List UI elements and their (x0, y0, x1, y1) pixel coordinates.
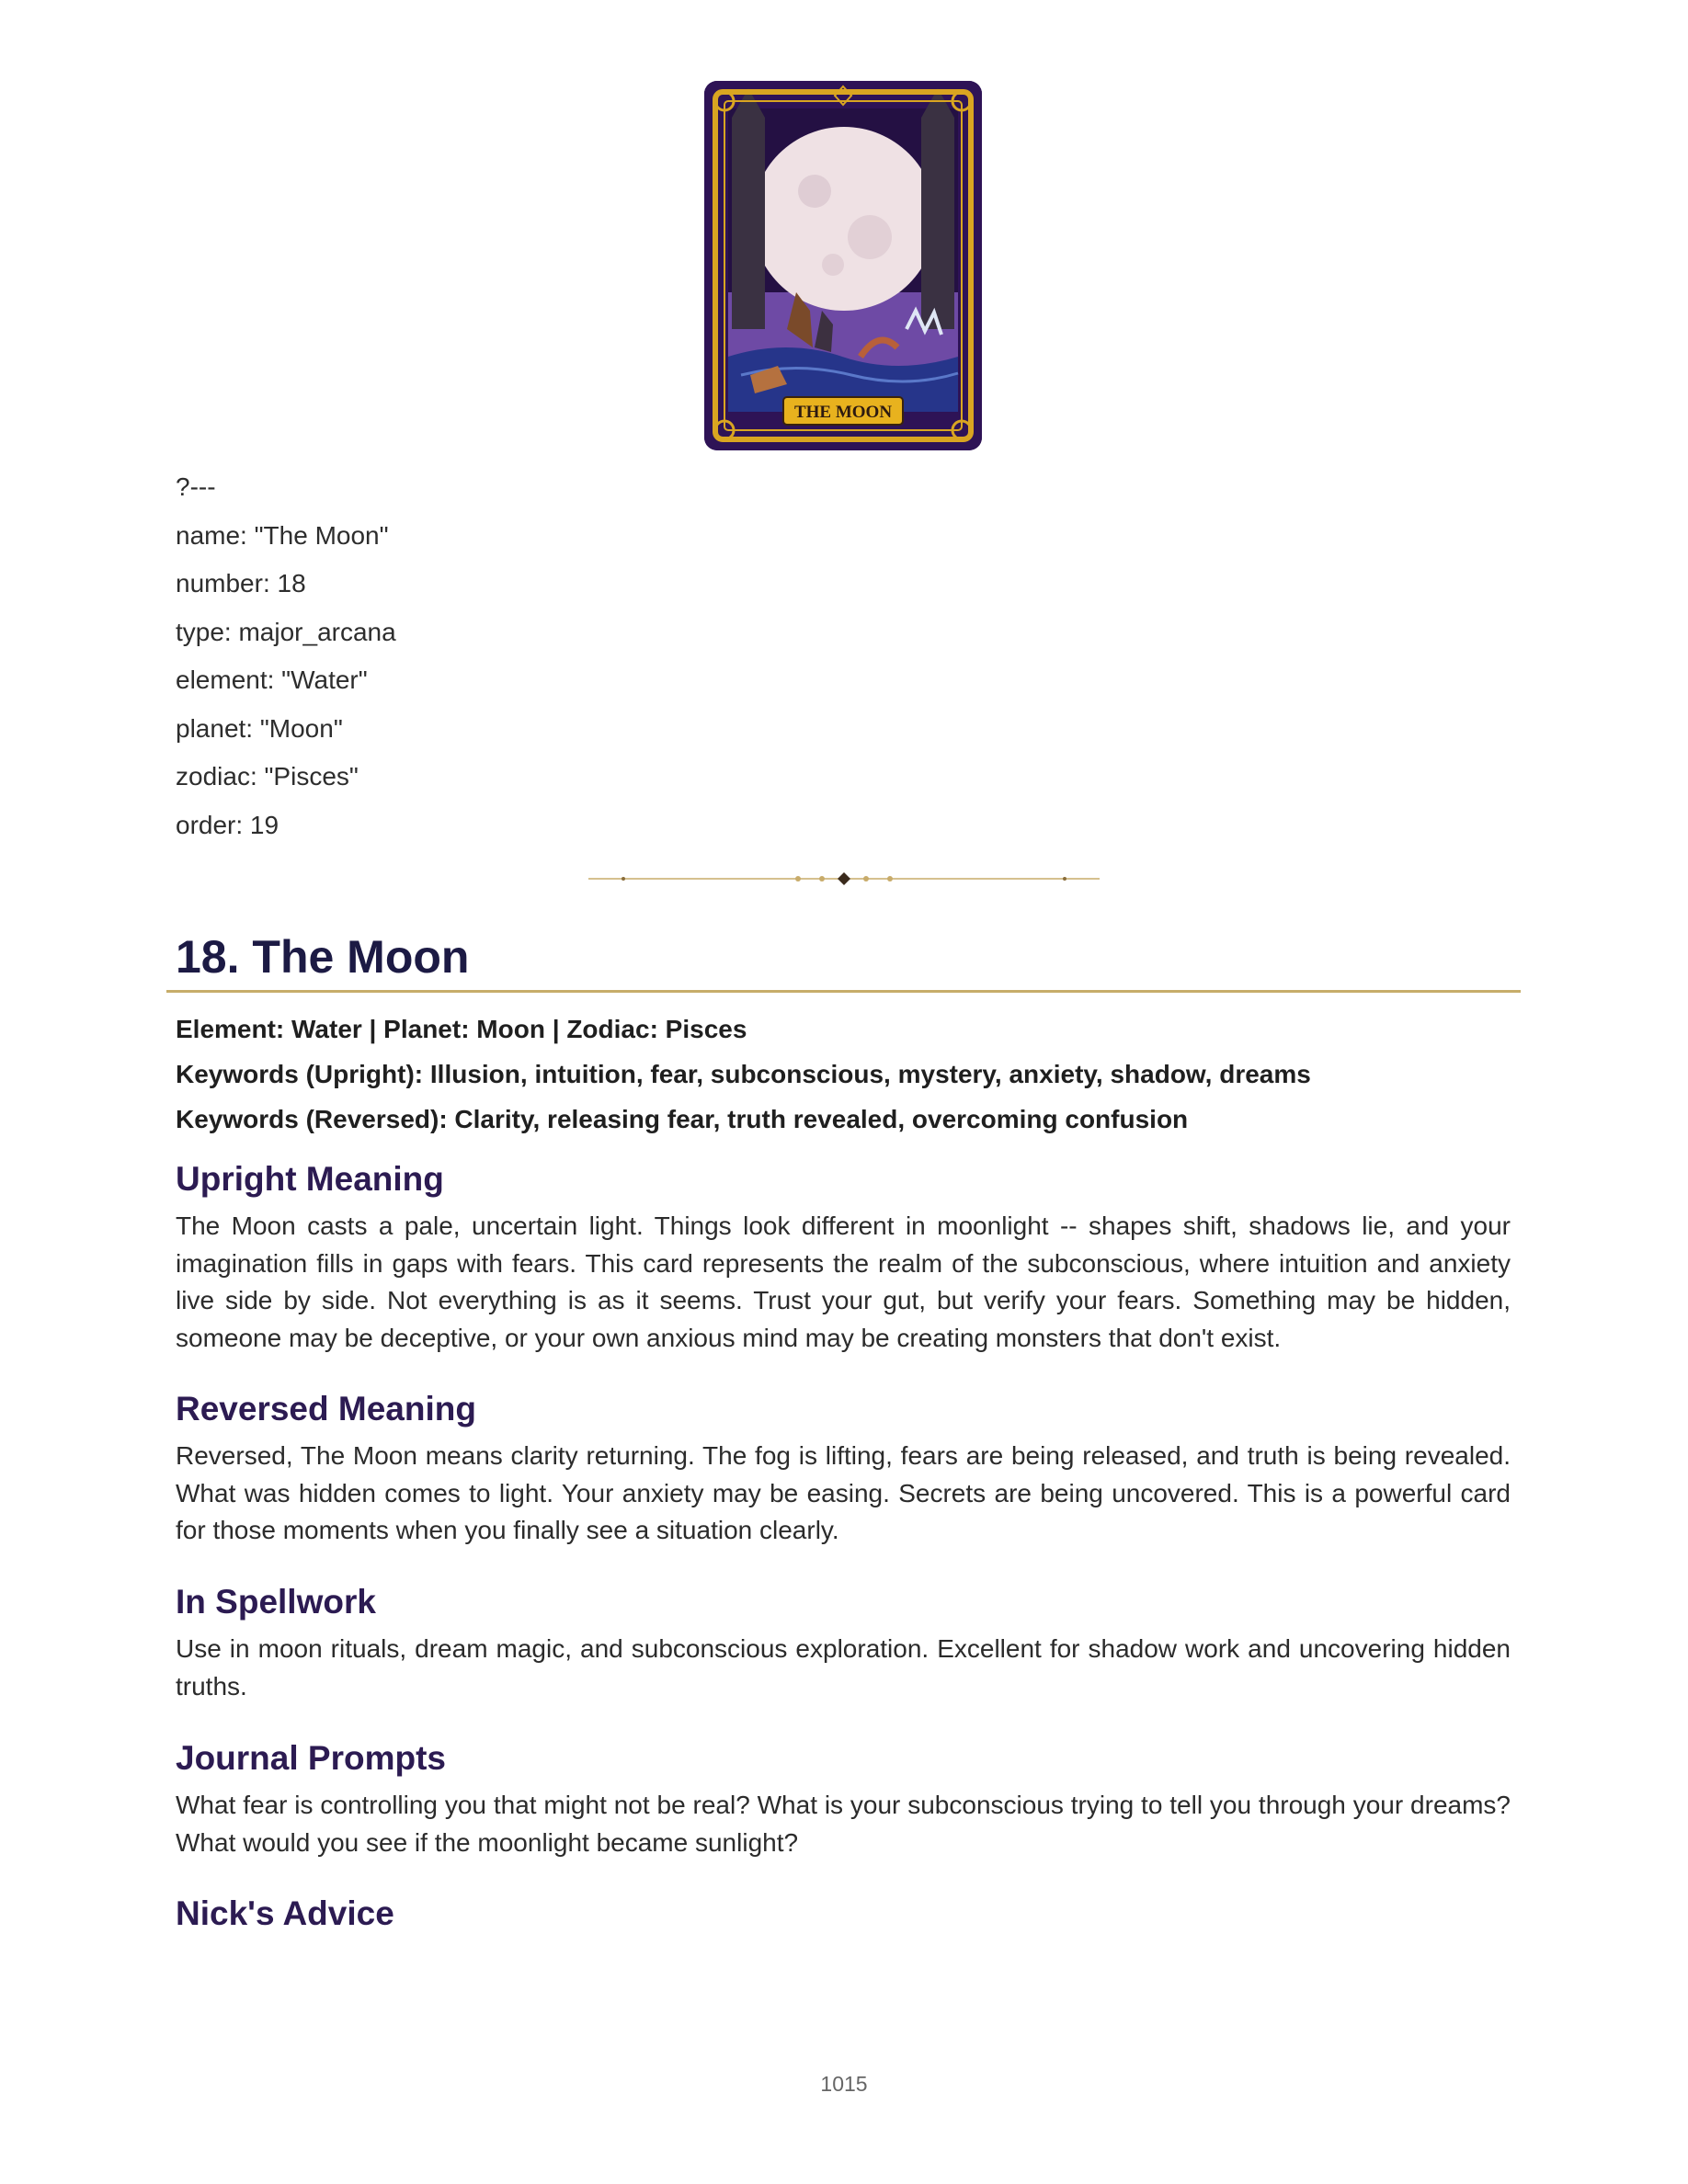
section-heading-journal: Journal Prompts (176, 1739, 446, 1777)
section-heading-advice: Nick's Advice (176, 1894, 394, 1932)
frontmatter-block (176, 463, 396, 849)
reversed-keywords: Keywords (Reversed): Clarity, releasing fear, truth revealed, overcoming confusion (176, 1105, 1189, 1133)
section-body-spellwork: Use in moon rituals, dream magic, and subconscious exploration. Excellent for shadow work and uncovering hidden truths. (176, 1634, 1511, 1701)
frontmatter-line: element: "Water" (176, 665, 368, 694)
section-heading-spellwork: In Spellwork (176, 1583, 376, 1621)
attributes-line: Element: Water | Planet: Moon | Zodiac: Pisces (176, 1015, 747, 1043)
section-body-journal: What fear is controlling you that might not be real? What is your subconscious trying to tell you through your dreams? What would you see if the moonlight became sunlight? (176, 1791, 1511, 1857)
title-underline (166, 990, 1521, 993)
page-title: 18. The Moon (176, 931, 470, 983)
section-heading-upright: Upright Meaning (176, 1160, 444, 1198)
frontmatter-line: ?--- (176, 472, 216, 501)
frontmatter-line: number: 18 (176, 569, 306, 597)
frontmatter-line: type: major_arcana (176, 617, 396, 646)
frontmatter-line: order: 19 (176, 810, 279, 839)
ornamental-divider (588, 868, 1100, 890)
tarot-card-image (704, 81, 982, 450)
upright-keywords: Keywords (Upright): Illusion, intuition, fear, subconscious, mystery, anxiety, shadow, dreams (176, 1060, 1311, 1088)
section-heading-reversed: Reversed Meaning (176, 1390, 476, 1428)
frontmatter-line: name: "The Moon" (176, 520, 389, 550)
page-number: 1015 (820, 2072, 868, 2096)
section-body-upright: The Moon casts a pale, uncertain light. Things look different in moonlight -- shapes shift, shadows lie, and your imagination fills in gaps with fears. This card represents the realm of the subconscious, where intuition and anxiety live side by side. Not everything is as it seems. Trust your gut, but verify your fears. Something may be hidden, someone may be deceptive, or your own anxious mind may be creating monsters that don't exist. (176, 1211, 1511, 1352)
frontmatter-line: planet: "Moon" (176, 713, 343, 743)
frontmatter-line: zodiac: "Pisces" (176, 762, 359, 791)
moon-card-illustration (704, 81, 982, 450)
section-body-reversed: Reversed, The Moon means clarity returning. The fog is lifting, fears are being released, and truth is being revealed. What was hidden comes to light. Your anxiety may be easing. Secrets are being uncovered. This is a powerful card for those moments when you finally see a situation clearly. (176, 1441, 1511, 1544)
card-caption: THE MOON (793, 403, 893, 422)
